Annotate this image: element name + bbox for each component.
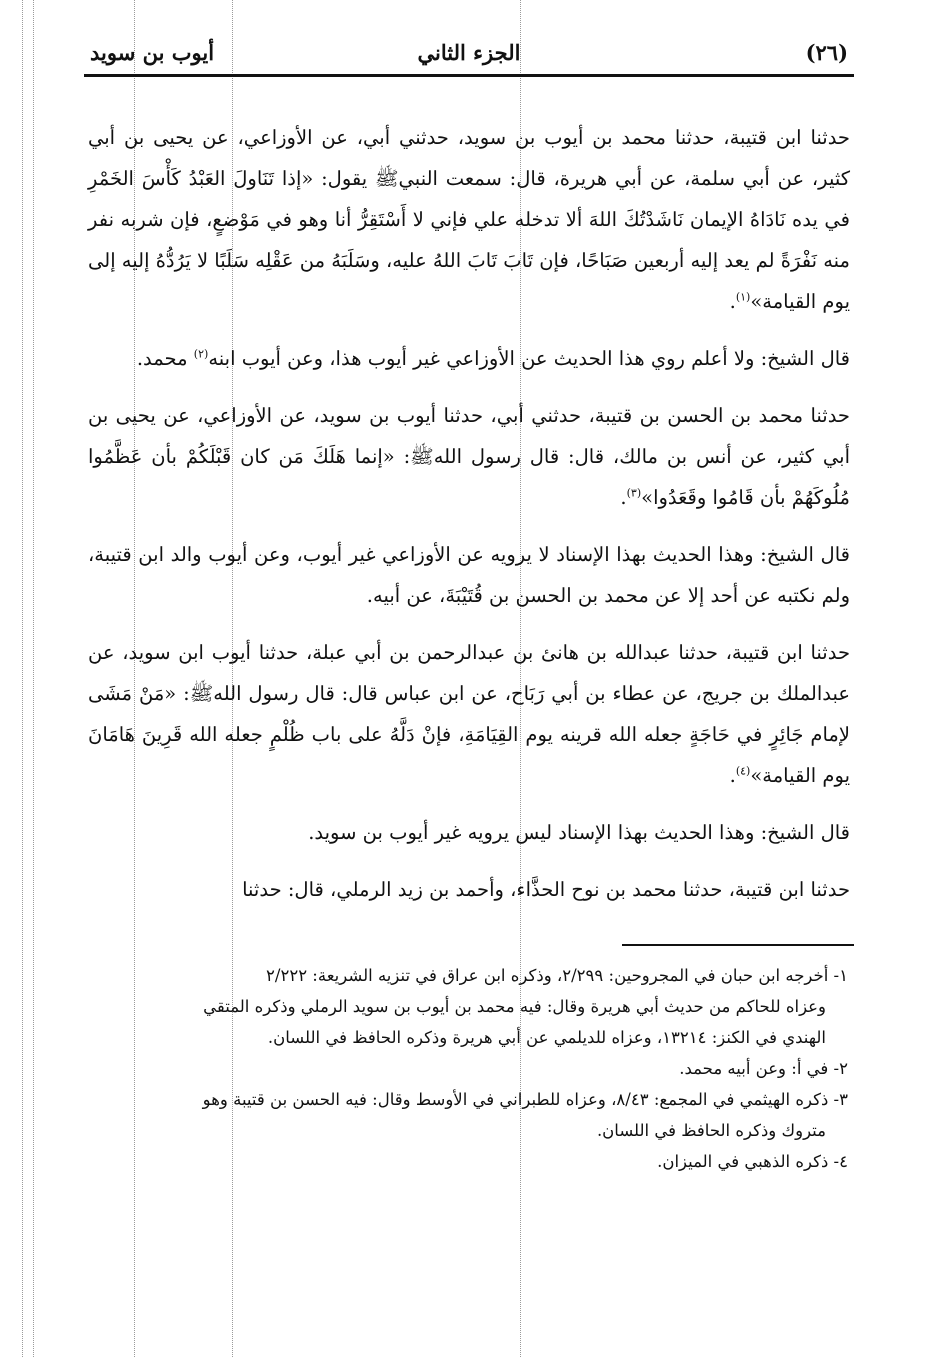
margin-dots-1 bbox=[22, 0, 23, 1357]
paragraph: حدثنا ابن قتيبة، حدثنا محمد بن أيوب بن سويد، حدثني أبي، عن الأوزاعي، عن يحيى بن أبي كثير، عن أبي سلمة، عن أبي هريرة، قال: سمعت النبيﷺ يقول: «إذا تَنَاولَ العَبْدُ كَأْسَ الخَمْرِ في يده نَادَاهُ الإيمان نَاشَدْتُكَ اللهَ ألا تدخله علي فإني لا أَسْتَقِرُّ أنا وهو في مَوْضعٍ، فإن شربه نفر منه نَفْرَةً لم يعد إليه أربعين صَبَاحًا، فإن تَابَ تَابَ اللهُ عليه، وسَلَبَهُ من عَقْلِه سَلَبًا لا يَرُدُّهُ إليه إلى يوم القيامة»$^{(١)}$. bbox=[88, 126, 850, 313]
footnote-line: ١- أخرجه ابن حبان في المجروحين: ٢/٢٩٩، وذكره ابن عراق في تنزيه الشريعة: ٢/٢٢٢ bbox=[266, 966, 848, 985]
paragraph: قال الشيخ: وهذا الحديث بهذا الإسناد لا يرويه عن الأوزاعي غير أيوب، وعن أيوب والد ابن قتيبة، ولم نكتبه عن أحد إلا عن محمد بن الحسن بن قُتَيْبَةَ، عن أبيه. bbox=[88, 543, 850, 607]
section-title: أيوب بن سويد bbox=[90, 40, 215, 65]
footnote-line: متروك وذكره الحافظ في اللسان. bbox=[596, 1121, 826, 1140]
footnote-line: ٤- ذكره الذهبي في الميزان. bbox=[657, 1152, 848, 1171]
footnote-line: الهندي في الكنز: ١٣٢١٤، وعزاه للديلمي عن أبي هريرة وذكره الحافظ في اللسان. bbox=[267, 1028, 826, 1047]
footnote-ref: (١) bbox=[735, 290, 751, 304]
paragraph: حدثنا ابن قتيبة، حدثنا محمد بن نوح الحذَّاء، وأحمد بن زيد الرملي، قال: حدثنا bbox=[242, 878, 850, 901]
paragraph: قال الشيخ: ولا أعلم روي هذا الحديث عن الأوزاعي غير أيوب هذا، وعن أيوب ابنه$^{(٢)}$ محمد. bbox=[136, 347, 850, 370]
footnote-ref: (٣) bbox=[626, 486, 642, 500]
footnote-line: وعزاه للحاكم من حديث أبي هريرة وقال: فيه محمد بن أيوب بن سويد الرملي وذكره المتقي bbox=[203, 997, 826, 1016]
footnotes bbox=[84, 960, 854, 1177]
main-text bbox=[84, 117, 854, 910]
page-number: (٢٦) bbox=[805, 40, 848, 65]
book-page bbox=[84, 34, 854, 1177]
footnote-ref: (٤) bbox=[735, 764, 751, 778]
footnote-line: ٣- ذكره الهيثمي في المجمع: ٨/٤٣، وعزاه للطبراني في الأوسط وقال: فيه الحسن بن قتيبة وهو bbox=[202, 1090, 848, 1109]
part-title: الجزء الثاني bbox=[417, 40, 521, 65]
paragraph: حدثنا محمد بن الحسن بن قتيبة، حدثني أبي، حدثنا أيوب بن سويد، عن الأوزاعي، عن يحيى بن أبي كثير، عن أنس بن مالك، قال: قال رسول اللهﷺ: «إنما هَلَكَ مَن كان قَبْلَكُمْ بأن عَظَّمُوا مُلُوكَهُمْ بأن قَامُوا وقَعَدُوا»$^{(٣)}$. bbox=[88, 404, 850, 509]
paragraph: حدثنا ابن قتيبة، حدثنا عبدالله بن هانئ بن عبدالرحمن بن أبي عبلة، حدثنا أيوب ابن سويد، عن عبدالملك بن جريج، عن عطاء بن أبي رَبَاح، عن ابن عباس قال: قال رسول اللهﷺ: «مَنْ مَشَى لإمام جَائِرٍ في حَاجَةٍ جعله الله قرينه يوم القِيَامَةِ، فإنْ دَلَّهُ على باب ظُلْمٍ جعله الله قَرِينَ هَامَانَ يوم القيامة»$^{(٤)}$. bbox=[88, 641, 850, 787]
paragraph: قال الشيخ: وهذا الحديث بهذا الإسناد ليس يرويه غير أيوب بن سويد. bbox=[308, 821, 850, 844]
footnote-separator bbox=[622, 944, 854, 946]
footnote-ref: (٢) bbox=[193, 347, 209, 361]
footnote-line: ٢- في أ: وعن أبيه محمد. bbox=[679, 1059, 848, 1078]
page-header bbox=[84, 34, 854, 77]
margin-dots-2 bbox=[33, 0, 34, 1357]
